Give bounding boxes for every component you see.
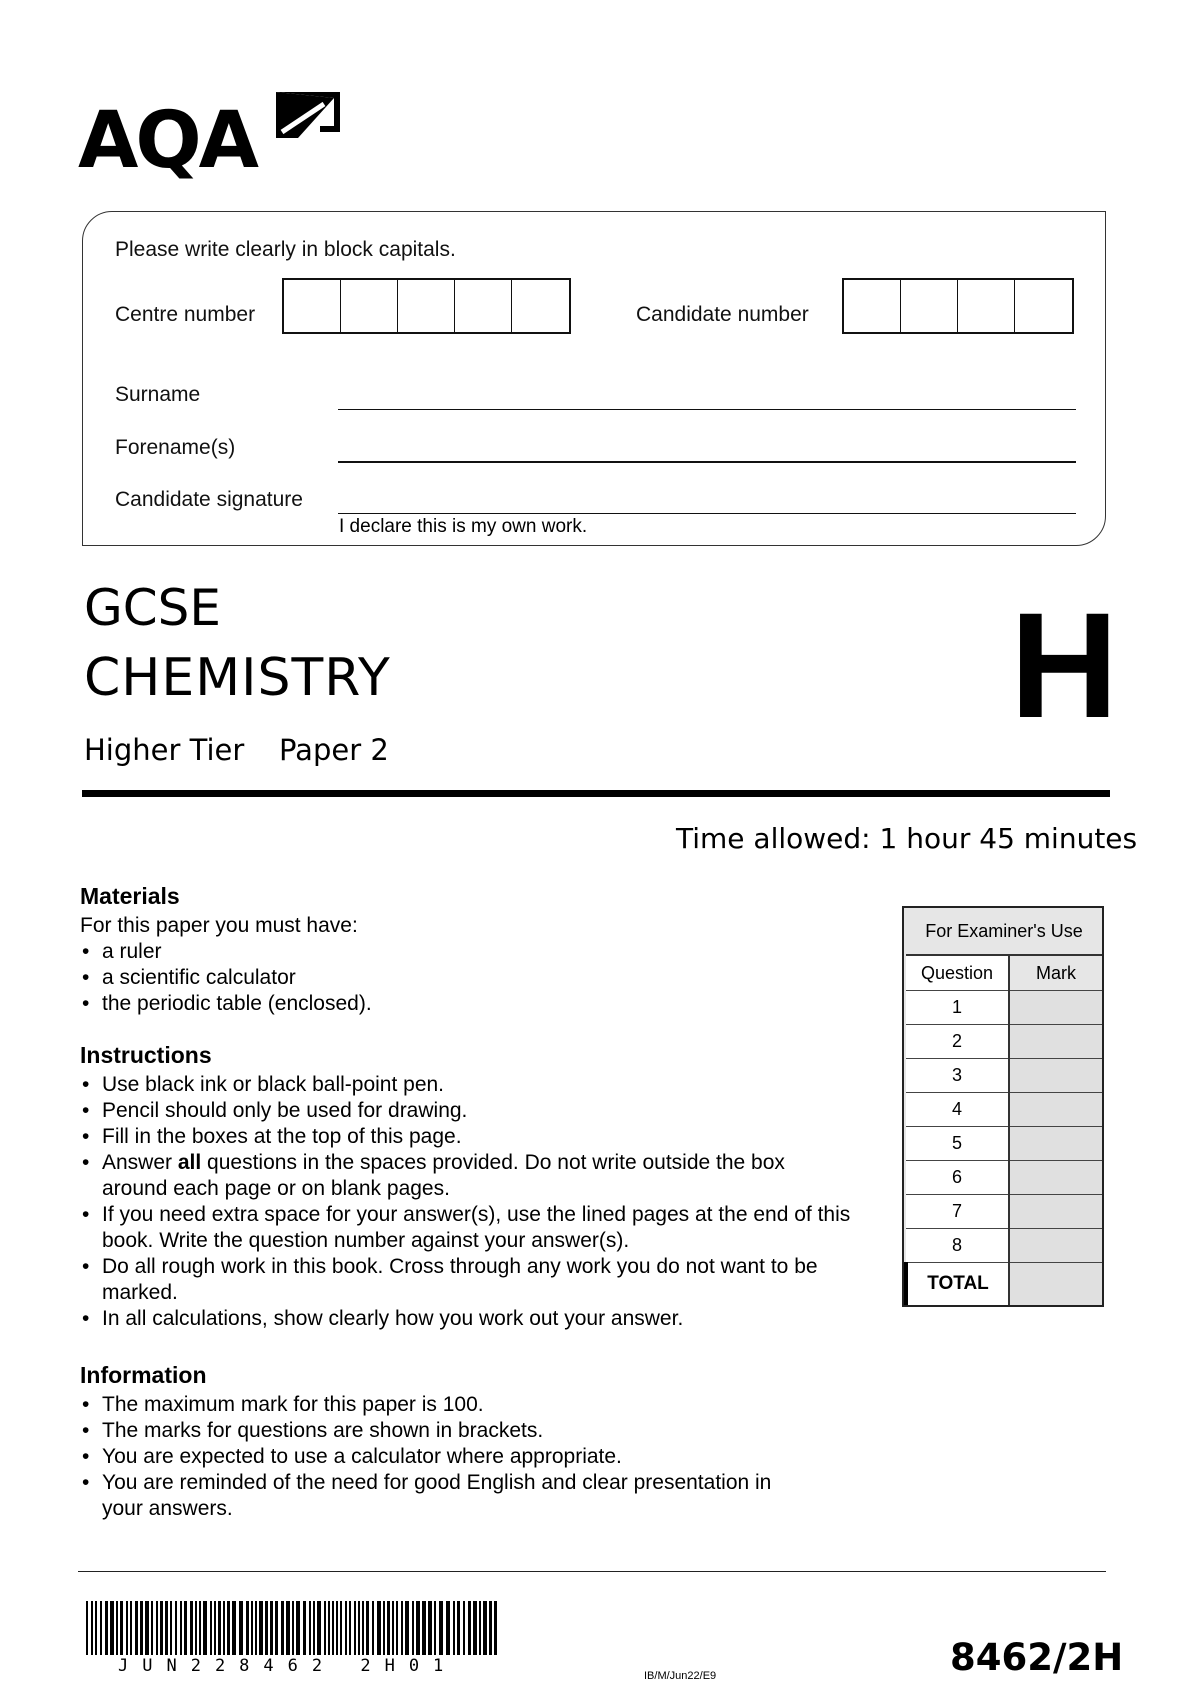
barcode-bar [232,1601,236,1655]
barcode-bar [332,1601,334,1655]
total-row [906,1263,1102,1306]
materials-intro: For this paper you must have: [80,914,358,937]
subject-title: CHEMISTRY [84,648,391,708]
barcode-bar [265,1601,268,1655]
examiner-table-heading: For Examiner's Use [906,908,1102,955]
candidate-number-digit[interactable] [1015,280,1072,332]
aqa-logo [78,86,348,196]
barcode-bar [479,1601,481,1655]
materials-heading: Materials [80,883,180,909]
barcode-bar [313,1601,315,1655]
barcode-bar [195,1601,197,1655]
barcode-bar [151,1601,153,1655]
barcode-bar [259,1601,263,1655]
barcode-bar [354,1601,356,1655]
candidate-number-boxes[interactable] [842,278,1074,334]
barcode-bar [156,1601,158,1655]
list-item: • Pencil should only be used for drawing. [80,1098,870,1124]
list-item: • The marks for questions are shown in brackets. [80,1418,820,1444]
barcode-bar [203,1601,207,1655]
table-row [906,1093,1102,1127]
information-list [80,1392,820,1522]
barcode-bar [140,1601,143,1655]
mark-cell[interactable] [1009,1161,1102,1195]
centre-number-digit[interactable] [455,280,512,332]
barcode-bar [210,1601,212,1655]
barcode-bar [116,1601,118,1655]
barcode-bar [366,1601,369,1655]
candidate-number-digit[interactable] [958,280,1015,332]
total-label: TOTAL [906,1263,1009,1306]
question-number: 5 [906,1127,1009,1161]
barcode-bar [165,1601,168,1655]
barcode-bar [180,1601,182,1655]
barcode-bar [145,1601,149,1655]
answer-all-bold: all [177,1151,202,1174]
question-number: 7 [906,1195,1009,1229]
declaration-text: I declare this is my own work. [339,516,588,537]
list-item: • Use black ink or black ball-point pen. [80,1072,870,1098]
barcode-bar [439,1601,443,1655]
barcode-bar [358,1601,360,1655]
question-number: 3 [906,1059,1009,1093]
mark-cell[interactable] [1009,1059,1102,1093]
barcode-bar [218,1601,221,1655]
barcode-bar [251,1601,253,1655]
barcode-bar [345,1601,347,1655]
list-item: • Fill in the boxes at the top of this page. [80,1124,870,1150]
barcode-bar [457,1601,460,1655]
barcode-bar [126,1601,128,1655]
centre-number-digit[interactable] [398,280,455,332]
mark-cell[interactable] [1009,1229,1102,1263]
barcode-bar [336,1601,338,1655]
question-number: 1 [906,991,1009,1025]
barcode-bar [275,1601,278,1655]
question-number: 6 [906,1161,1009,1195]
barcode-bar [494,1601,497,1655]
signature-label: Candidate signature [115,488,303,511]
mark-column-header: Mark [1009,955,1102,991]
signature-field[interactable] [338,513,1076,514]
barcode-bar [246,1601,249,1655]
barcode-bar [95,1601,97,1655]
barcode-bar [110,1601,114,1655]
footer-divider [78,1571,1106,1572]
table-row [906,1195,1102,1229]
barcode-bar [160,1601,163,1655]
surname-field[interactable] [338,409,1076,410]
qualification-title: GCSE [84,579,221,637]
table-row [906,991,1102,1025]
barcode-bar [135,1601,138,1655]
mark-cell[interactable] [1009,1195,1102,1229]
forename-label: Forename(s) [115,436,236,459]
examiner-use-table [902,906,1104,1307]
barcode-bar [309,1601,311,1655]
table-row [906,1229,1102,1263]
barcode-bar [199,1601,201,1655]
centre-number-digit[interactable] [341,280,398,332]
barcode-bar [227,1601,230,1655]
barcode-bar [175,1601,177,1655]
barcode-bar [239,1601,243,1655]
centre-number-label: Centre number [115,303,256,326]
instructions-section [80,1042,870,1332]
information-heading: Information [80,1362,207,1388]
barcode-bar [303,1601,306,1655]
candidate-number-label: Candidate number [636,303,809,326]
mark-cell[interactable] [1009,1127,1102,1161]
barcode-bar [405,1601,409,1655]
barcode-bar [489,1601,492,1655]
barcode-bar [328,1601,330,1655]
materials-section [80,883,900,1017]
list-item: • In all calculations, show clearly how you work out your answer. [80,1306,870,1332]
materials-list [80,939,900,1017]
barcode-bar [453,1601,455,1655]
barcode-bar [473,1601,477,1655]
document-reference-code: IB/M/Jun22/E9 [644,1670,717,1682]
barcode-bar [416,1601,420,1655]
title-divider [82,790,1110,797]
list-item: • You are reminded of the need for good English and clear presentation in your answers. [80,1470,820,1522]
barcode-bar [362,1601,364,1655]
barcode-bar [483,1601,487,1655]
barcode-bar [120,1601,123,1655]
barcode-bar [255,1601,257,1655]
barcode-text: JUN228462 2H01 [118,1656,458,1676]
barcode-bar [396,1601,398,1655]
answer-all-before: Answer [102,1151,178,1174]
time-allowed: Time allowed: 1 hour 45 minutes [676,822,1138,855]
barcode-bar [214,1601,216,1655]
tier-letter: H [1010,581,1119,749]
barcode-bar [105,1601,108,1655]
barcode-bar [184,1601,187,1655]
tier-label: Higher Tier [84,733,245,767]
barcode-bar [463,1601,465,1655]
barcode-bar [468,1601,471,1655]
logo-text: AQA [78,96,257,186]
question-number: 2 [906,1025,1009,1059]
barcode-bar [100,1601,102,1655]
centre-number-boxes[interactable] [282,278,571,334]
barcode-bar [190,1601,193,1655]
question-column-header: Question [906,955,1009,991]
forename-field[interactable] [338,461,1076,463]
barcode-bar [86,1601,88,1655]
centre-number-digit[interactable] [512,280,569,332]
mark-cell[interactable] [1009,1025,1102,1059]
table-row [906,1127,1102,1161]
question-number: 4 [906,1093,1009,1127]
list-item: • the periodic table (enclosed). [80,991,900,1017]
total-mark-cell[interactable] [1009,1263,1102,1306]
barcode-bar [91,1601,93,1655]
candidate-number-digit[interactable] [844,280,901,332]
paper-code: 8462/2H [950,1636,1124,1679]
barcode-bar [292,1601,294,1655]
barcode-bar [324,1601,326,1655]
answer-all-after: questions in the spaces provided. Do not write outside the box around each page or on blank pages. [102,1151,785,1200]
instructions-list [80,1072,870,1332]
barcode-bar [281,1601,284,1655]
information-section [80,1362,820,1522]
list-item: • If you need extra space for your answer(s), use the lined pages at the end of this book. Write the question number against your answer(s). [80,1202,870,1254]
instructions-heading: Instructions [80,1042,212,1068]
barcode-bar [317,1601,321,1655]
barcode-bar [383,1601,385,1655]
barcode-bar [286,1601,290,1655]
mark-cell[interactable] [1009,1093,1102,1127]
list-item: • a scientific calculator [80,965,900,991]
barcode-bar [412,1601,414,1655]
barcode-bar [434,1601,436,1655]
paper-label: Paper 2 [279,733,389,767]
list-item: • a ruler [80,939,900,965]
barcode-bar [387,1601,390,1655]
barcode-bar [296,1601,300,1655]
candidate-number-digit[interactable] [901,280,958,332]
aqa-logo-mark-icon [268,86,348,146]
table-row [906,1059,1102,1093]
barcode-bar [422,1601,426,1655]
list-item: • The maximum mark for this paper is 100. [80,1392,820,1418]
barcode-bar [340,1601,342,1655]
barcode-bar [349,1601,351,1655]
barcode [86,1601,500,1655]
block-capitals-instruction: Please write clearly in block capitals. [115,238,456,261]
barcode-bar [392,1601,394,1655]
question-number: 8 [906,1229,1009,1263]
barcode-bar [223,1601,225,1655]
list-item [80,1150,870,1202]
mark-cell[interactable] [1009,991,1102,1025]
surname-label: Surname [115,383,201,406]
barcode-bar [377,1601,381,1655]
barcode-bar [372,1601,374,1655]
list-item: • You are expected to use a calculator where appropriate. [80,1444,820,1470]
centre-number-digit[interactable] [284,280,341,332]
barcode-bar [401,1601,403,1655]
table-row [906,1025,1102,1059]
barcode-bar [428,1601,432,1655]
barcode-bar [170,1601,172,1655]
barcode-bar [270,1601,273,1655]
barcode-bar [130,1601,132,1655]
barcode-bar [446,1601,450,1655]
table-row [906,1161,1102,1195]
list-item: • Do all rough work in this book. Cross through any work you do not want to be marked. [80,1254,870,1306]
